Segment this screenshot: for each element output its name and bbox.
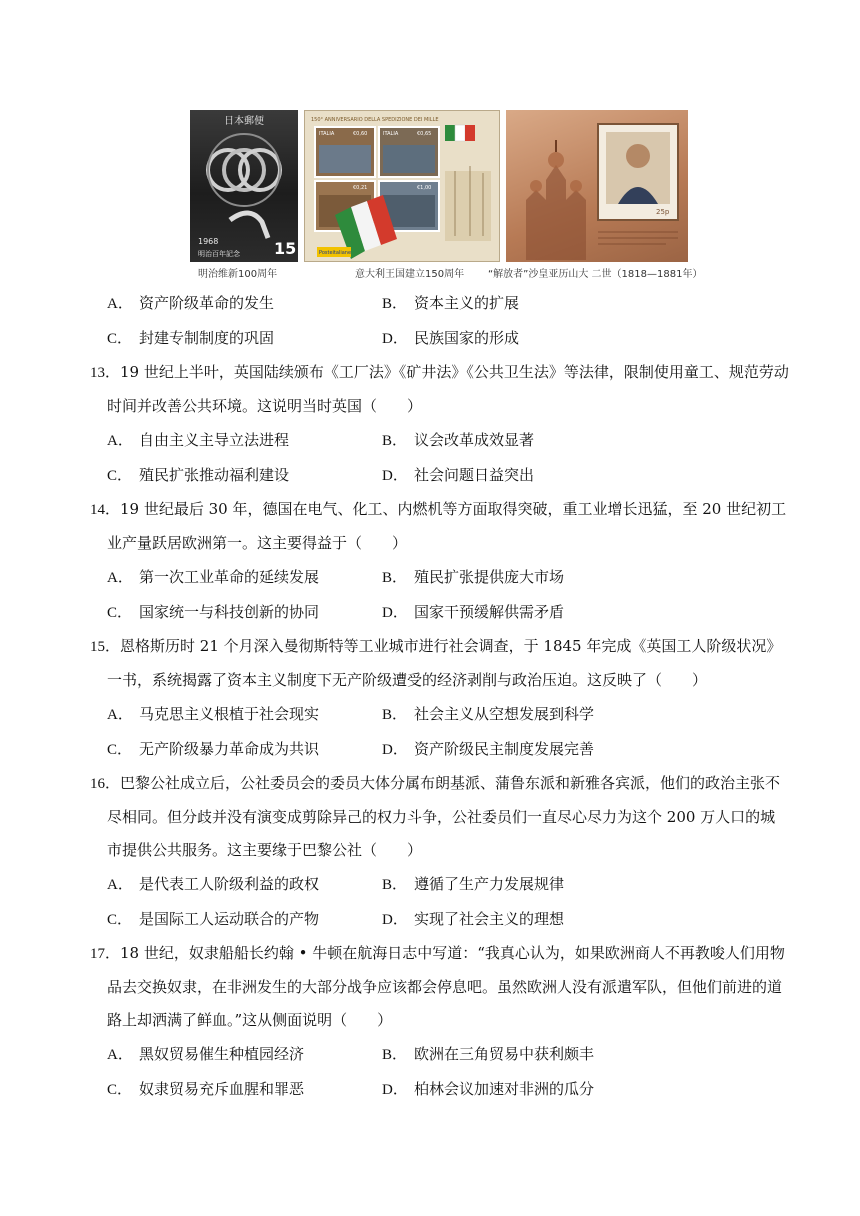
question-stem (90, 493, 790, 560)
stamp-russia (506, 110, 688, 262)
question-15 (90, 630, 790, 767)
question-13 (90, 356, 790, 493)
option-text: 殖民扩张提供庞大市场 (414, 568, 565, 586)
q13-option-b[interactable] (382, 423, 782, 458)
option-text: 是代表工人阶级利益的政权 (139, 875, 320, 893)
stamp-meiji-label: 明治百年記念 (198, 250, 240, 258)
option-letter: C． (107, 605, 133, 621)
question-options (90, 1037, 790, 1107)
option-text: 奴隶贸易充斥血腥和罪恶 (139, 1080, 305, 1098)
stamp-russia-value: 25р (656, 208, 670, 216)
stamp-italy-header: 150° ANNIVERSARIO DELLA SPEDIZIONE DEI MILLE (311, 117, 439, 123)
stamp-meiji-top-text: 日本郵便 (224, 116, 264, 127)
q15-option-d[interactable] (382, 732, 782, 767)
stamp-italy-value-2: €0,65 (417, 131, 432, 137)
option-text: 柏林会议加速对非洲的瓜分 (414, 1080, 595, 1098)
question-stem (90, 356, 790, 423)
option-text: 第一次工业革命的延续发展 (139, 568, 320, 586)
q12-option-b[interactable] (382, 286, 782, 321)
stamp-italy-country-2: ITALIA (383, 131, 399, 137)
option-text: 民族国家的形成 (414, 329, 520, 347)
option-letter: D． (382, 742, 408, 758)
question-number: 13． (90, 365, 121, 381)
q13-option-a[interactable] (107, 423, 382, 458)
question-text: 18 世纪，奴隶船船长约翰 • 牛顿在航海日志中写道：“我真心认为，如果欧洲商人不再教唆人们用物品去交换奴隶，在非洲发生的大部分战争应该都会停息吧。虽然欧洲人没有派遣军队，但他们前进的道路上却洒满了鲜血。”这从侧面说明（ ） (107, 944, 785, 1029)
stamp-italy (304, 110, 500, 262)
option-letter: D． (382, 912, 408, 928)
option-text: 无产阶级暴力革命成为共识 (139, 740, 320, 758)
option-letter: B． (382, 296, 408, 312)
caption-meiji: 明治维新100周年 (198, 269, 278, 280)
question-text: 巴黎公社成立后，公社委员会的委员大体分属布朗基派、蒲鲁东派和新雅各宾派，他们的政治主张不尽相同。但分歧并没有演变成剪除异己的权力斗争，公社委员们一直尽心尽力为这个 200 万人口的城市提供公共服务。这主要缘于巴黎公社（ ） (107, 774, 781, 859)
option-text: 社会问题日益突出 (414, 466, 535, 484)
q15-option-b[interactable] (382, 697, 782, 732)
option-letter: D． (382, 468, 408, 484)
option-letter: B． (382, 433, 408, 449)
option-text: 马克思主义根植于社会现实 (139, 705, 320, 723)
option-letter: A． (107, 296, 133, 312)
option-text: 资本主义的扩展 (414, 294, 520, 312)
q16-option-c[interactable] (107, 902, 382, 937)
q14-option-d[interactable] (382, 595, 782, 630)
question-16 (90, 767, 790, 937)
question-content (90, 286, 790, 1107)
question-text: 19 世纪最后 30 年，德国在电气、化工、内燃机等方面取得突破，重工业增长迅猛，至 20 世纪初工业产量跃居欧洲第一。这主要得益于（ ） (107, 500, 787, 552)
option-text: 资产阶级民主制度发展完善 (414, 740, 595, 758)
q13-option-d[interactable] (382, 458, 782, 493)
option-letter: C． (107, 468, 133, 484)
option-letter: C． (107, 912, 133, 928)
option-letter: D． (382, 605, 408, 621)
option-text: 殖民扩张推动福利建设 (139, 466, 290, 484)
question-options (90, 697, 790, 767)
caption-italy: 意大利王国建立150周年 (355, 269, 465, 280)
option-text: 自由主义主导立法进程 (139, 431, 290, 449)
q15-option-a[interactable] (107, 697, 382, 732)
option-letter: C． (107, 1082, 133, 1098)
q12-options (90, 286, 790, 356)
question-stem (90, 630, 790, 697)
option-text: 实现了社会主义的理想 (414, 910, 565, 928)
option-text: 议会改革成效显著 (414, 431, 535, 449)
q17-option-a[interactable] (107, 1037, 382, 1072)
option-text: 资产阶级革命的发生 (139, 294, 275, 312)
q16-option-a[interactable] (107, 867, 382, 902)
q12-option-d[interactable] (382, 321, 782, 356)
option-text: 是国际工人运动联合的产物 (139, 910, 320, 928)
question-stem (90, 937, 790, 1037)
question-text: 恩格斯历时 21 个月深入曼彻斯特等工业城市进行社会调查，于 1845 年完成《英国工人阶级状况》一书，系统揭露了资本主义制度下无产阶级遭受的经济剥削与政治压迫。这反映了（ ） (107, 637, 782, 689)
q16-option-d[interactable] (382, 902, 782, 937)
option-letter: B． (382, 570, 408, 586)
question-options (90, 560, 790, 630)
q17-option-c[interactable] (107, 1072, 382, 1107)
stamp-meiji-value: 15 (274, 239, 297, 258)
question-17 (90, 937, 790, 1107)
option-text: 黑奴贸易催生种植园经济 (139, 1045, 305, 1063)
option-text: 封建专制制度的巩固 (139, 329, 275, 347)
question-number: 15． (90, 639, 121, 655)
stamp-italy-value-4: €1,00 (417, 185, 432, 191)
q14-option-a[interactable] (107, 560, 382, 595)
question-text: 19 世纪上半叶，英国陆续颁布《工厂法》《矿井法》《公共卫生法》等法律，限制使用童工、规范劳动时间并改善公共环境。这说明当时英国（ ） (107, 363, 789, 415)
option-letter: A． (107, 1047, 133, 1063)
q14-option-b[interactable] (382, 560, 782, 595)
option-text: 社会主义从空想发展到科学 (414, 705, 595, 723)
question-options (90, 423, 790, 493)
question-number: 14． (90, 502, 121, 518)
q17-option-b[interactable] (382, 1037, 782, 1072)
option-text: 遵循了生产力发展规律 (414, 875, 565, 893)
q13-option-c[interactable] (107, 458, 382, 493)
option-letter: A． (107, 570, 133, 586)
stamp-meiji-art (190, 110, 298, 262)
q12-option-a[interactable] (107, 286, 382, 321)
question-stem (90, 767, 790, 867)
stamp-meiji-year: 1968 (198, 237, 219, 246)
stamp-italy-value-1: €0,60 (353, 131, 368, 137)
option-letter: A． (107, 707, 133, 723)
stamp-italy-art (305, 111, 500, 262)
option-letter: A． (107, 433, 133, 449)
caption-russia: “解放者”沙皇亚历山大 二世（1818—1881年） (488, 269, 703, 280)
option-letter: D． (382, 1082, 408, 1098)
stamps-figure (190, 110, 703, 282)
q14-option-c[interactable] (107, 595, 382, 630)
q17-option-d[interactable] (382, 1072, 782, 1107)
option-letter: C． (107, 331, 133, 347)
option-letter: B． (382, 877, 408, 893)
question-options (90, 867, 790, 937)
q12-option-c[interactable] (107, 321, 382, 356)
stamp-meiji (190, 110, 298, 262)
option-letter: A． (107, 877, 133, 893)
stamp-russia-art (506, 110, 688, 262)
option-letter: C． (107, 742, 133, 758)
stamp-italy-publisher: Posteitaliane (319, 250, 352, 256)
option-letter: D． (382, 331, 408, 347)
option-text: 欧洲在三角贸易中获利颇丰 (414, 1045, 595, 1063)
q16-option-b[interactable] (382, 867, 782, 902)
option-letter: B． (382, 707, 408, 723)
stamp-italy-country-1: ITALIA (319, 131, 335, 137)
q15-option-c[interactable] (107, 732, 382, 767)
stamp-italy-value-3: €0,21 (353, 185, 368, 191)
question-number: 17． (90, 946, 121, 962)
question-number: 16． (90, 776, 121, 792)
option-text: 国家干预缓解供需矛盾 (414, 603, 565, 621)
question-14 (90, 493, 790, 630)
option-letter: B． (382, 1047, 408, 1063)
option-text: 国家统一与科技创新的协同 (139, 603, 320, 621)
